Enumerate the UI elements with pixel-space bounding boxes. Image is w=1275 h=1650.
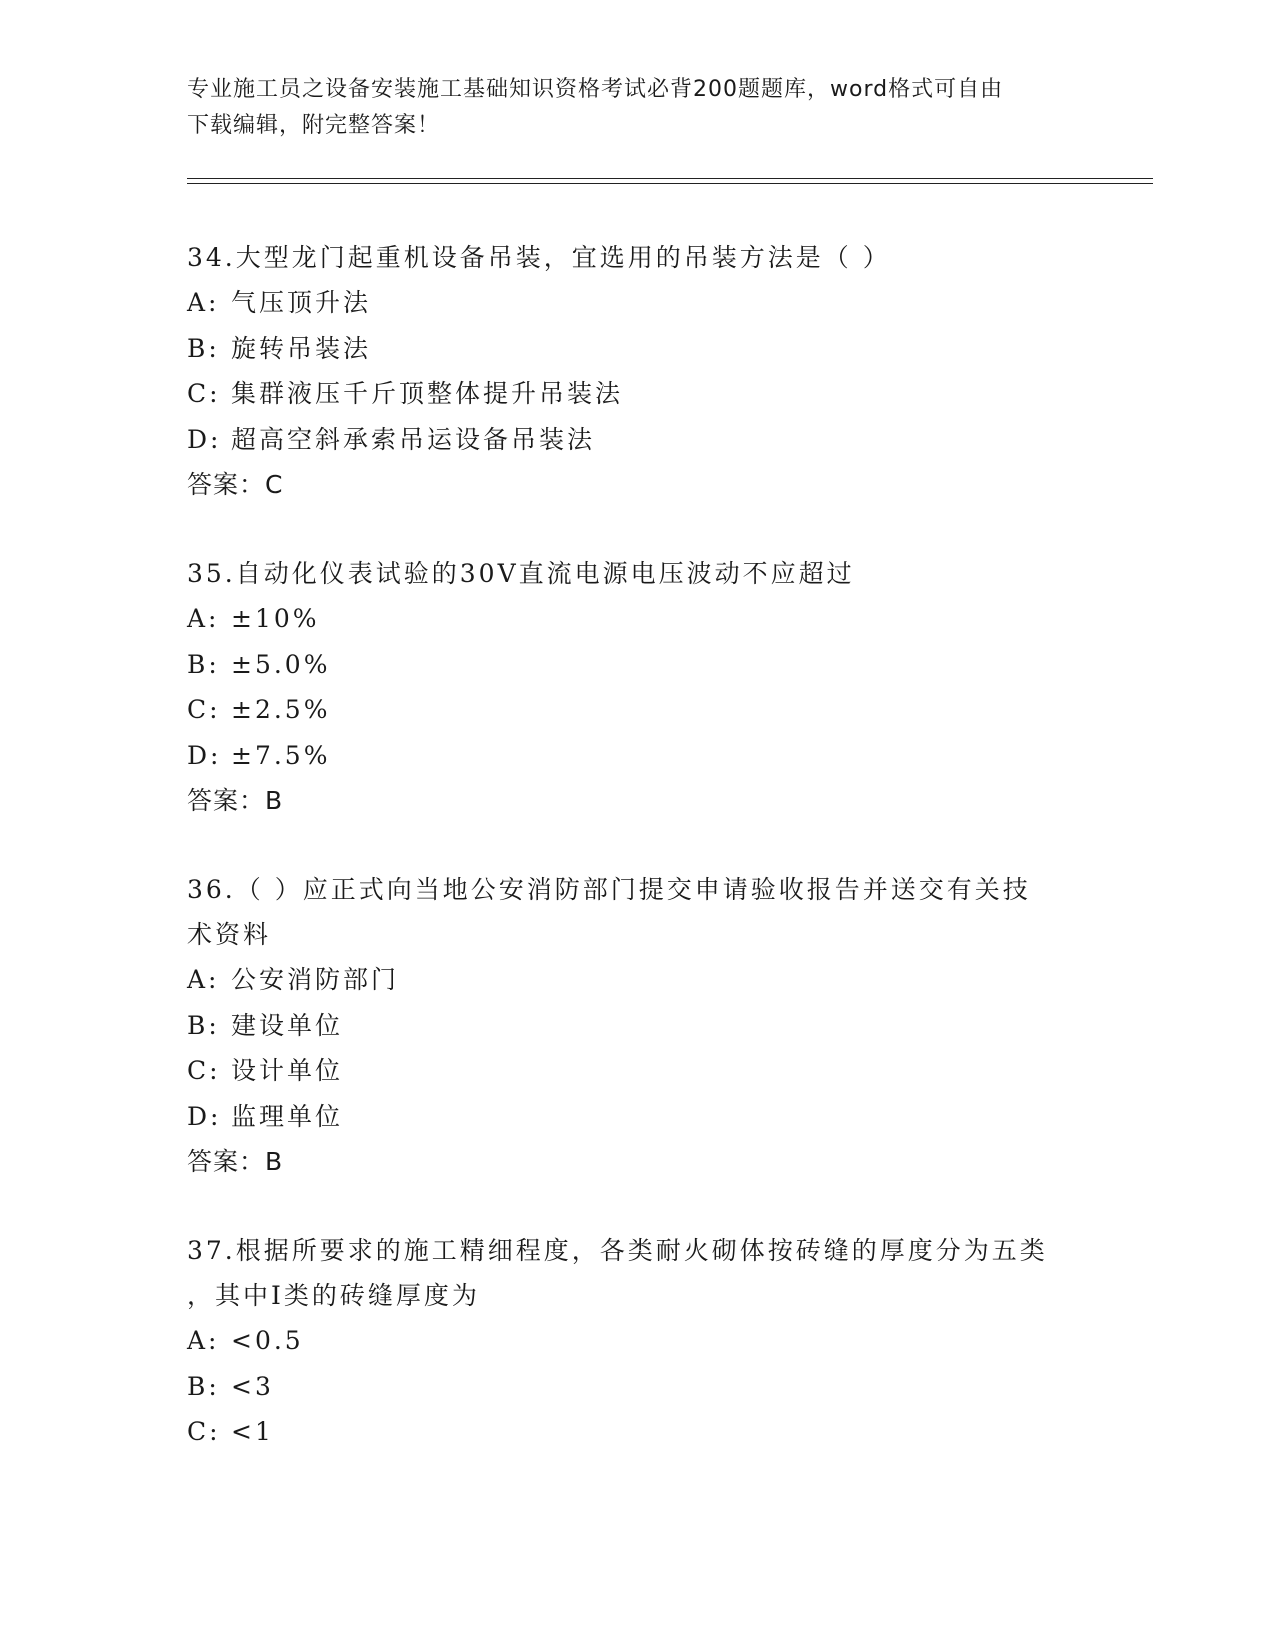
option-text: 气压顶升法 bbox=[231, 288, 372, 317]
option-c bbox=[187, 371, 1087, 417]
option-text: 超高空斜承索吊运设备吊装法 bbox=[231, 424, 596, 454]
option-a bbox=[187, 596, 1087, 642]
option-b bbox=[187, 1003, 1087, 1049]
option-key: B: bbox=[187, 333, 220, 363]
option-text: <0.5 bbox=[231, 1326, 304, 1355]
option-c bbox=[187, 1048, 1087, 1094]
option-c bbox=[187, 1409, 1087, 1455]
option-text: ±7.5% bbox=[231, 740, 331, 770]
option-text: 设计单位 bbox=[231, 1056, 344, 1085]
option-text: 集群液压千斤顶整体提升吊装法 bbox=[231, 379, 624, 408]
option-d bbox=[187, 417, 1087, 463]
option-text: <3 bbox=[231, 1371, 274, 1401]
question-text-line-1: 36.（ ）应正式向当地公安消防部门提交申请验收报告并送交有关技 bbox=[187, 875, 1031, 904]
answer-label: 答案：B bbox=[187, 786, 284, 815]
option-key: D: bbox=[187, 740, 222, 770]
option-key: C: bbox=[187, 1056, 221, 1085]
option-a bbox=[187, 957, 1087, 1003]
question-list bbox=[187, 235, 1087, 1499]
header-line-1: 专业施工员之设备安装施工基础知识资格考试必背200题题库，word格式可自由 bbox=[187, 77, 1004, 102]
option-key: A: bbox=[187, 288, 220, 317]
option-b bbox=[187, 642, 1087, 688]
option-key: D: bbox=[187, 424, 222, 454]
question-text-line-2: 术资料 bbox=[187, 920, 272, 949]
option-text: 监理单位 bbox=[231, 1101, 344, 1131]
option-text: 公安消防部门 bbox=[231, 965, 400, 994]
option-c bbox=[187, 687, 1087, 733]
question-37 bbox=[187, 1228, 1087, 1455]
answer-label: 答案：B bbox=[187, 1147, 284, 1176]
option-a bbox=[187, 1318, 1087, 1364]
option-key: B: bbox=[187, 1371, 220, 1401]
option-key: C: bbox=[187, 1417, 221, 1446]
question-text-line-1: 37.根据所要求的施工精细程度，各类耐火砌体按砖缝的厚度分为五类 bbox=[187, 1236, 1048, 1265]
option-text: ±10% bbox=[231, 604, 320, 633]
option-key: D: bbox=[187, 1101, 222, 1131]
option-key: B: bbox=[187, 649, 220, 679]
option-text: ±2.5% bbox=[231, 695, 331, 724]
option-key: C: bbox=[187, 695, 221, 724]
question-36 bbox=[187, 867, 1087, 1184]
header-divider-bottom bbox=[187, 183, 1153, 184]
header-line-2: 下载编辑，附完整答案！ bbox=[187, 113, 441, 138]
question-35 bbox=[187, 551, 1087, 823]
option-key: B: bbox=[187, 1010, 220, 1040]
option-key: A: bbox=[187, 604, 220, 633]
question-text: 35.自动化仪表试验的30V直流电源电压波动不应超过 bbox=[187, 559, 855, 588]
question-text-line-2: ，其中Ⅰ类的砖缝厚度为 bbox=[187, 1281, 480, 1310]
option-d bbox=[187, 1094, 1087, 1140]
answer-label: 答案：C bbox=[187, 470, 284, 499]
option-b bbox=[187, 1364, 1087, 1410]
option-key: A: bbox=[187, 1326, 220, 1355]
option-text: <1 bbox=[231, 1417, 274, 1446]
option-key: C: bbox=[187, 379, 221, 408]
option-text: 建设单位 bbox=[231, 1010, 344, 1040]
header-divider-top bbox=[187, 178, 1153, 179]
option-text: 旋转吊装法 bbox=[231, 333, 372, 363]
option-d bbox=[187, 733, 1087, 779]
document-header bbox=[187, 72, 1067, 144]
question-text: 34.大型龙门起重机设备吊装，宜选用的吊装方法是（ ） bbox=[187, 243, 891, 272]
option-text: ±5.0% bbox=[231, 649, 331, 679]
option-a bbox=[187, 280, 1087, 326]
option-b bbox=[187, 326, 1087, 372]
option-key: A: bbox=[187, 965, 220, 994]
question-34 bbox=[187, 235, 1087, 507]
